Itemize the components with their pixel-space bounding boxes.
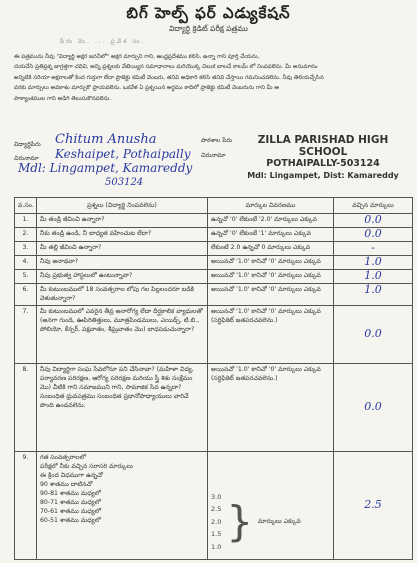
row-question-line: గత సంవత్సరాలలో <box>40 454 87 461</box>
instruction-line: ఈ పత్రమును నీవు "విద్యార్థి అక్షర జననీలో" అక్షర మార్పుని గాని, ఆంధ్రప్రదేశము కలిసి, ఉన్నా గాని పూర్తి చేయను, <box>14 54 260 60</box>
row-number: 1. <box>15 214 37 228</box>
student-address-line3: 503124 <box>105 177 144 188</box>
header-serial: వ.సం. <box>15 198 37 214</box>
row-question-line: ఈ క్రింద విధముగా ఉన్నచో <box>40 472 103 479</box>
student-address-line1: Keshaipet, Pothaipally <box>55 147 191 161</box>
row-score: 0.0 <box>364 227 382 240</box>
row-score: 0.0 <box>364 327 382 340</box>
row-score-cell <box>334 270 413 284</box>
row-score: 0.0 <box>364 400 382 413</box>
row-marks-desc: ఉన్నచో '0' లేకుంటే '2.0' మార్కులు ఎక్కువ <box>208 214 334 228</box>
row-question: మీ తల్లి జీవించి ఉన్నారా? <box>37 242 208 256</box>
row-marks-desc: ఉన్నచో '0' లేకుంటే '1' మార్కులు ఎక్కువ <box>208 228 334 242</box>
row-number: 3. <box>15 242 37 256</box>
row-question: నీవు అనాథవా? <box>37 256 208 270</box>
row-score-cell <box>334 364 413 452</box>
row-marks-desc: అయినచో '1.0' కానిచో '0' మార్కులు ఎక్కువ (సర్టిఫికెట్ జతపరచవలెను.) <box>208 364 334 452</box>
brace-icon: } <box>226 496 254 546</box>
table-row <box>15 270 413 284</box>
questions-table <box>14 197 413 560</box>
school-stamp-name: ZILLA PARISHAD HIGH SCHOOL <box>257 134 389 158</box>
row-score-cell <box>334 228 413 242</box>
row-marks-desc: అయినచో '1.0' కానిచో '0' మార్కులు ఎక్కువ <box>208 284 334 306</box>
row-question-line: 60-51 శాతము మధ్యలో <box>40 517 101 524</box>
school-stamp-place: POTHAIPALLY-503124 <box>266 158 380 169</box>
marks-option: 3.0 <box>211 492 222 501</box>
row-score-cell <box>334 284 413 306</box>
row-marks-desc <box>208 452 334 560</box>
row-question-line: 90-81 శాతము మధ్యలో <box>40 490 101 497</box>
form-title: బిగ్ హెల్ప్ ఫర్ ఎడ్యుకేషన్ <box>126 4 291 22</box>
table-header-row <box>15 198 413 214</box>
row-question-line: 80-71 శాతము మధ్యలో <box>40 499 101 506</box>
form-subtitle: విద్యార్థి క్రెడిట్ పరీక్ష పత్రము <box>169 24 248 33</box>
marks-option: 2.5 <box>211 505 222 513</box>
row-score: - <box>371 241 375 254</box>
header-marks-desc: మార్కుల వివరణము <box>208 198 334 214</box>
row-question: నీవు ప్రభుత్వ హాస్టలులో ఉంటున్నావా? <box>37 270 208 284</box>
row-question: నీవు విద్యార్థిగా సంఘ సేవలోనూ పని చేసినావా? (మహిళా విద్య, పర్యావరణ పరిరక్షణ, ఆరోగ్య పరిరక్షణ మరియు స్త్రీ శిశు సంక్షేమం మొ) వీటికి గాని సమాజముని గాని, సామాజిక సేవ ఉన్నదా? సంబంధిత ధ్రువపత్రము సంబంధిత ప్రధానోపాధ్యాయులు వారిచే పొంది ఉండవలెను. <box>37 364 208 452</box>
row-question-line: 90 శాతము దాటినచో <box>40 481 93 488</box>
row-number: 2. <box>15 228 37 242</box>
row-question: మీ కుటుంబములో 18 సంవత్సరాల లోపు గల పిల్లలందరూ బడికి వెళుతున్నారా? <box>37 284 208 306</box>
row-number: 6. <box>15 284 37 306</box>
school-name-label: పాఠశాల పేరు <box>201 137 233 144</box>
marks-option: 1.0 <box>211 542 222 551</box>
marks-option: 2.0 <box>211 517 222 526</box>
row-number: 8. <box>15 364 37 452</box>
table-row <box>15 452 413 560</box>
row-question-line: 70-61 శాతము మధ్యలో <box>40 508 101 515</box>
school-stamp <box>233 134 413 182</box>
header-question: ప్రశ్నలు (విద్యార్థి నింపవలెను) <box>37 198 208 214</box>
row-score-cell <box>334 452 413 560</box>
school-address-label: చిరునామా <box>201 152 226 159</box>
student-address-label: చిరునామా <box>14 155 39 162</box>
student-address-line2: Mdl: Lingampet, Kamareddy <box>18 161 193 175</box>
marks-option: 1.5 <box>211 530 222 538</box>
table-row <box>15 256 413 270</box>
row-marks-desc: లేకుంటే 2.0 ఉన్నచో 0 మార్కులు ఎక్కువ <box>208 242 334 256</box>
table-row <box>15 364 413 452</box>
marks-options <box>211 491 221 554</box>
row-number: 5. <box>15 270 37 284</box>
row-number: 4. <box>15 256 37 270</box>
instruction-line: దయచేసి ప్రతిప్రశ్న జాగ్రత్తగా చదివి, అన్ని ప్రశ్నలకు వేటెయ్యిన సమాధానాలు మరియొక్క చిలుక బాలచే కాలమ్ లో నింపవలెను. మీ అనుమానం <box>14 64 318 71</box>
faint-header-line: పేరు నెం. ... ప్రవేశ సం. <box>60 38 146 45</box>
table-row <box>15 284 413 306</box>
header-marks-obtained: వచ్చిన మార్కులు <box>334 198 413 214</box>
student-name-label: విద్యార్థిపేరు <box>14 141 41 148</box>
row-score-cell <box>334 214 413 228</box>
row-score-cell <box>334 306 413 364</box>
row-score: 1.0 <box>364 255 382 268</box>
school-stamp-mandal: Mdl: Lingampet, Dist: Kamareddy <box>247 171 399 180</box>
marks-options-label: మార్కులు ఎక్కువ <box>258 518 301 526</box>
row-number: 7. <box>15 306 37 364</box>
table-row <box>15 214 413 228</box>
row-score: 0.0 <box>364 213 382 226</box>
row-question <box>37 452 208 560</box>
row-score: 1.0 <box>364 269 382 282</box>
student-name-value: Chitum Anusha <box>55 132 157 147</box>
row-score: 1.0 <box>364 283 382 296</box>
row-question: మీ తండ్రి జీవించి ఉన్నారా? <box>37 214 208 228</box>
row-score: 2.5 <box>364 498 382 511</box>
row-number: 9. <box>15 452 37 560</box>
row-question: నీకు తండ్రి ఉండి, నీ బాధ్యత వహించుట లేదా? <box>37 228 208 242</box>
table-row <box>15 306 413 364</box>
table-row <box>15 228 413 242</box>
table-row <box>15 242 413 256</box>
instruction-line: అన్నిటికి సరియా అక్షరాలతో కింద గుర్తుగా లేదా ప్రాజెక్టు కమిటీ వెంబరు, తనివి అధికారి కలిసి తనివి చేస్తాయి గమనించవలెను. నీవు తెలియచ్చేసిన <box>14 74 324 81</box>
row-marks-desc: అయినచో '1.0' కానిచో '0' మార్కులు ఎక్కువ (సర్టిఫికెట్ జతపరచవలెను.) <box>208 306 334 364</box>
row-score-cell <box>334 256 413 270</box>
row-marks-desc: అయినచో '1.0' కానిచో '0' మార్కులు ఎక్కువ <box>208 270 334 284</box>
row-score-cell <box>334 242 413 256</box>
instruction-line: పాఠ్యాంశముల గాని అడిగి తెలుసుకొనవలెను. <box>14 95 112 102</box>
row-marks-desc: అయినచో '1.0' కానిచో '0' మార్కులు ఎక్కువ <box>208 256 334 270</box>
row-question: మీ కుటుంబములో ఎవరైన తీవ్ర అనారోగ్య లేదా దీర్ఘకాలిక వ్యాధులతో (అనగా గుండె, ఊపిరితిత్తులు, మూత్రపిండములు, ఎయిడ్స్, టి.బి., పోలియో, కేన్సర్, పక్షవాతం, శీఘ్రవాతం మొ) బాధపడుచున్నారా? <box>37 306 208 364</box>
instruction-line: వరకు మార్పులు అవకాశం మార్చుకొ ప్రాయవలెను. ఒకవేళ ఏ ప్రశ్నయిన అర్థము కాదిలో ప్రాజెక్టు కమిటీ వెంబరును గాని మీ ఆ <box>14 85 279 92</box>
row-question-line: పరీక్షలో నీకు వచ్చిన సరాసరి మార్కులు <box>40 463 133 470</box>
instructions-paragraph <box>14 52 406 104</box>
